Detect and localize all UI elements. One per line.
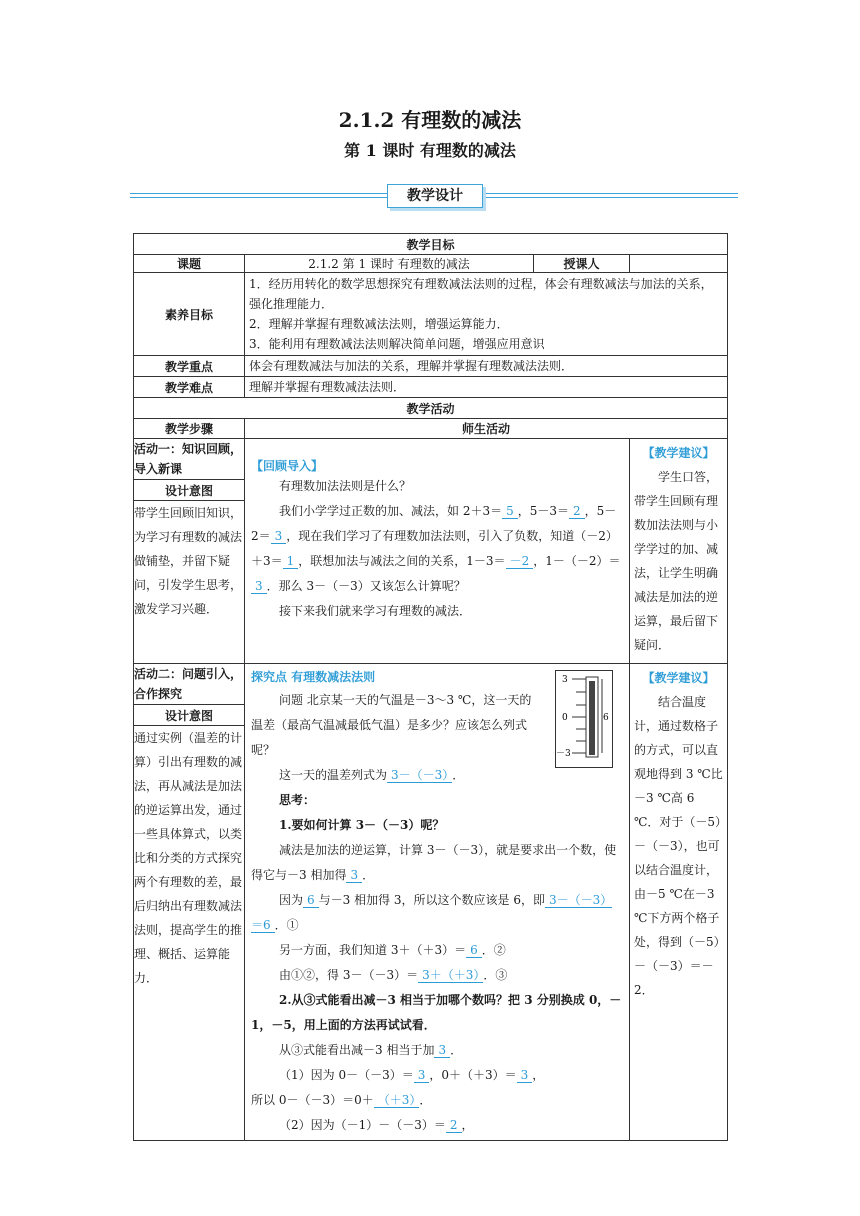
answer-blank: 3: [517, 1068, 533, 1083]
answer-blank: 5: [502, 504, 518, 519]
literacy-item: 3．能利用有理数减法法则解决简单问题，增强应用意识: [249, 337, 545, 351]
answer-blank: 2: [446, 1118, 462, 1133]
lesson-subtitle: 第 1 课时 有理数的减法: [344, 141, 516, 160]
activity2-design-text: 通过实例（温差的计算）引出有理数的减法，再从减法是加法的逆运算出发，通过一些具体算式，以类比和分类的方式探究两个有理数的差，最后归纳出有理数减法法则，提高学生的推理、概括、运算能力．: [134, 731, 243, 985]
answer-blank: 1: [283, 554, 299, 569]
question-1-answer: 减法是加法的逆运算，计算 3－（－3），就是要求出一个数，使得它与－3 相加得 3 ．: [251, 843, 617, 882]
literacy-label: 素养目标: [134, 273, 245, 356]
activity2-side: [134, 664, 245, 1141]
thermometer-figure: [555, 670, 613, 768]
answer-blank: 6: [466, 943, 482, 958]
answer-blank: 2: [569, 504, 585, 519]
thermo-label-mid: 0: [562, 713, 568, 723]
teacher-student-label: 师生活动: [245, 419, 728, 439]
answer-blank: 3－（－3）＝6: [251, 893, 613, 932]
difficulty-label: 教学难点: [134, 377, 245, 398]
answer-blank: 6: [303, 893, 319, 908]
activity1-side: [134, 439, 245, 664]
item-1-conclusion: 所以 0－（－3）＝0＋ （＋3） ．: [251, 1093, 432, 1107]
answer-blank: 3－（－3）: [387, 768, 452, 783]
activity-header: 教学活动: [134, 398, 728, 419]
other-hand-line: 另一方面，我们知道 3＋（＋3）＝ 6 ．②: [279, 943, 506, 957]
key-point-value: 体会有理数减法与加法的关系，理解并掌握有理数减法法则．: [245, 356, 728, 377]
activity1-design-text: 带学生回顾旧知识，为学习有理数的减法做铺垫，并留下疑问，引发学生思考，激发学习兴趣．: [134, 506, 243, 616]
thermo-label-bottom: －3: [556, 749, 571, 759]
suggestion-title: 【教学建议】: [642, 671, 715, 685]
because-line: 因为 6 与－3 相加得 3，所以这个数应该是 6，即 3－（－3）＝6 ．①: [251, 893, 613, 932]
review-conclusion: 接下来我们就来学习有理数的减法．: [279, 604, 472, 618]
review-question: 有理数加法法则是什么？: [279, 479, 412, 493]
derivation-line: 由①②，得 3－（－3）＝ 3＋（＋3） ．③: [279, 968, 508, 982]
banner-label: 教学设计: [387, 184, 483, 208]
think-label: 思考：: [279, 793, 316, 807]
steps-label: 教学步骤: [134, 419, 245, 439]
thermo-label-top: 3: [562, 675, 568, 685]
key-point-label: 教学重点: [134, 356, 245, 377]
literacy-goals: [245, 273, 728, 356]
question-1: 1.要如何计算 3－（－3）呢？: [279, 818, 445, 832]
section-banner: [130, 184, 738, 206]
answer-blank: 3: [271, 529, 287, 544]
temperature-difference: 这一天的温差列式为 3－（－3） ．: [279, 768, 465, 782]
activity1-main: [245, 439, 630, 664]
lesson-plan-table: [133, 233, 728, 1141]
activity2-suggestion: [630, 664, 728, 1141]
goals-header: 教学目标: [134, 234, 728, 255]
item-2-line: （2）因为（－1）－（－3）＝ 2 ，: [279, 1118, 474, 1132]
answer-blank: 3＋（＋3）: [418, 968, 483, 983]
answer-blank: －2: [506, 554, 534, 569]
answer-blank: （＋3）: [374, 1093, 420, 1108]
literacy-item: 1．经历用转化的数学思想探究有理数减法法则的过程，体会有理数减法与加法的关系，强化推理能力．: [249, 277, 713, 311]
teacher-label: 授课人: [534, 255, 630, 273]
activity1-suggestion: [630, 439, 728, 664]
explore-section-title: 探究点 有理数减法法则: [251, 670, 376, 684]
suggestion-text: 学生口答，带学生回顾有理数加法法则与小学学过的加、减法，让学生明确减法是加法的逆运算，最后留下疑问．: [634, 470, 719, 652]
activity1-title: 活动一：知识回顾，导入新课: [134, 439, 244, 480]
question-2: 2.从③式能看出减－3 相当于加哪个数吗？把 3 分别换成 0，－1，－5，用上面的方法再试试看．: [251, 993, 622, 1032]
observation-line: 从③式能看出减－3 相当于加 3 ．: [279, 1043, 463, 1057]
teacher-value: [630, 255, 728, 273]
review-section-title: 【回顾导入】: [251, 459, 324, 473]
topic-value: 2.1.2 第 1 课时 有理数的减法: [245, 255, 534, 273]
temperature-problem: 问题 北京某一天的气温是－3～3 ℃，这一天的温差（最高气温减最低气温）是多少？应该怎么列式呢？: [251, 693, 532, 757]
answer-blank: 3: [346, 868, 362, 883]
lesson-title: 2.1.2 有理数的减法: [338, 108, 522, 132]
answer-blank: 3: [414, 1068, 430, 1083]
literacy-item: 2．理解并掌握有理数减法法则，增强运算能力．: [249, 317, 509, 331]
activity1-design-label: 设计意图: [134, 480, 244, 501]
thermo-label-side: 6: [603, 713, 609, 723]
suggestion-title: 【教学建议】: [642, 446, 715, 460]
topic-label: 课题: [134, 255, 245, 273]
activity2-title: 活动二：问题引入，合作探究: [134, 664, 244, 705]
answer-blank: 3: [434, 1043, 450, 1058]
review-paragraph: 我们小学学过正数的加、减法，如 2＋3＝ 5 ，5－3＝ 2 ，5－2＝ 3 ，现在我们学习了有理数加法法则，引入了负数，知道（－2）＋3＝ 1 ，联想加法与减法之间的关系，1－3＝ －2 ，1－（－2）＝3 ．那么 3－（－3）又该怎么计算呢？: [251, 504, 621, 593]
difficulty-value: 理解并掌握有理数减法法则．: [245, 377, 728, 398]
suggestion-text: 结合温度计，通过数格子的方式，可以直观地得到 3 ℃比－3 ℃高 6 ℃．对于（－5）－（－3），也可以结合温度计，由－5 ℃在－3 ℃下方两个格子处，得到（－5）－（－3）＝－2．: [634, 695, 723, 997]
answer-blank: 3: [251, 579, 267, 594]
activity2-main: [245, 664, 630, 1141]
item-1-line: （1）因为 0－（－3）＝ 3 ，0＋（＋3）＝ 3 ，: [279, 1068, 545, 1082]
activity2-design-label: 设计意图: [134, 705, 244, 726]
